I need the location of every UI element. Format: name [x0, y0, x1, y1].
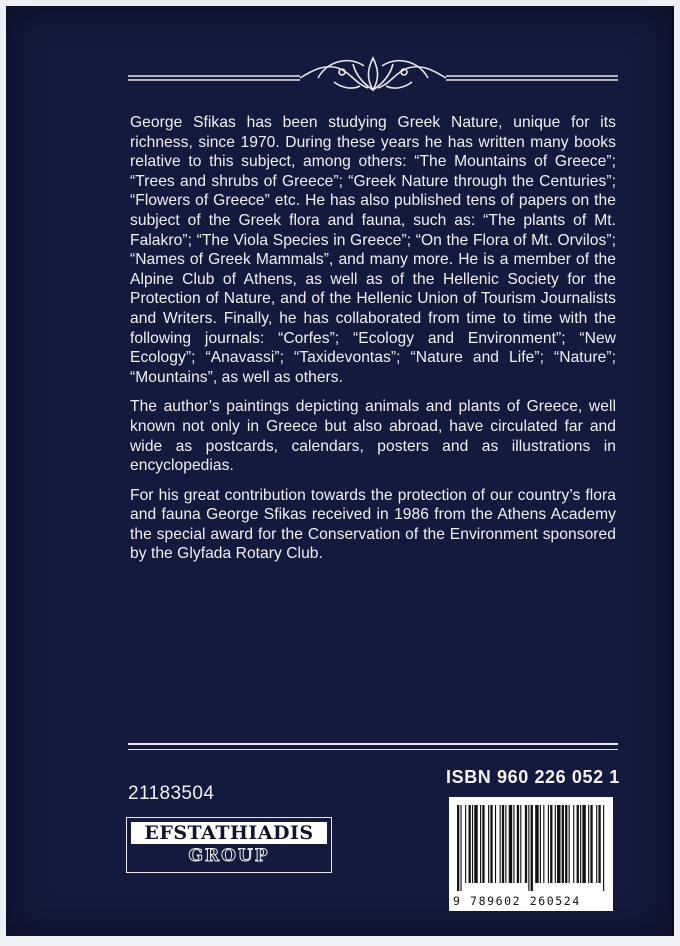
barcode-bar — [580, 805, 581, 883]
barcode-bar — [577, 805, 579, 883]
barcode-bars — [455, 805, 607, 891]
barcode — [449, 797, 613, 911]
barcode-bar — [528, 805, 529, 891]
barcode-bar — [502, 805, 504, 883]
barcode-bar — [598, 805, 600, 883]
barcode-bar — [531, 805, 533, 891]
barcode-bar — [474, 805, 477, 883]
barcode-bar — [550, 805, 552, 883]
publisher-group: GROUP — [188, 846, 270, 866]
bio-paragraph-1: George Sfikas has been studying Greek Nature, unique for its richness, since 1970. During these years he has written many books relative to this subject, among others: “The Mountains of Greece”; “Trees and shrubs of Greece”; “Greek Nature through the Centuries”; “Flowers of Greece” etc. He has also published tens of papers on the subject of the Greek flora and fauna, such as: “The plants of Mt. Falakro”; “The Viola Species in Greece”; “On the Flora of Mt. Orvilos”; “Names of Greek Mammals”, and many more. He is a member of the Alpine Club of Athens, as well as of the Hellenic Society for the Protection of Nature, and of the Hellenic Union of Tourism Journalists and Writers. Finally, he has collaborated from time to time with the following journals: “Corfes”; “Ecology and Environment”; “New Ecology”; “Anavassi”; “Taxidevontas”; “Nature and Life”; “Nature”; “Mountains”, as well as others. — [130, 114, 616, 386]
barcode-bar — [548, 805, 549, 883]
barcode-bar — [543, 805, 544, 883]
barcode-bar — [520, 805, 521, 883]
barcode-bar — [460, 805, 461, 891]
barcode-bar — [465, 805, 466, 883]
barcode-bar — [490, 805, 492, 883]
barcode-bar — [557, 805, 560, 883]
barcode-bar — [469, 805, 471, 883]
barcode-bar — [525, 805, 527, 883]
isbn-label: ISBN 960 226 052 1 — [446, 767, 620, 787]
barcode-bar — [472, 805, 473, 883]
barcode-bar — [588, 805, 589, 883]
ornament-divider — [128, 50, 618, 96]
barcode-bar — [565, 805, 567, 883]
divider-rule-top — [128, 743, 618, 745]
barcode-bar — [535, 805, 538, 883]
barcode-bar — [480, 805, 481, 883]
back-cover — [6, 6, 674, 936]
bio-paragraph-2: The author’s paintings depicting animals and plants of Greece, well known not only in Greece but also abroad, have circulated far and wide as postcards, calendars, posters and as illustrations in encyclopedias. — [130, 398, 616, 475]
bio-paragraph-3: For his great contribution towards the protection of our country’s flora and fauna George Sfikas received in 1986 from the Athens Academy the special award for the Conservation of the Environment sponsored by the Glyfada Rotary Club. — [130, 486, 616, 563]
barcode-bar — [509, 805, 512, 883]
barcode-bar — [562, 805, 564, 883]
barcode-bar — [540, 805, 541, 883]
barcode-bar — [505, 805, 506, 883]
author-biography — [130, 113, 616, 574]
barcode-bar — [513, 805, 514, 883]
barcode-bar — [555, 805, 556, 883]
barcode-bar — [495, 805, 496, 883]
barcode-bar — [573, 805, 574, 883]
barcode-bar — [482, 805, 484, 883]
barcode-bar — [517, 805, 519, 883]
barcode-digits: 9 789602 260524 — [453, 894, 581, 908]
catalog-number: 21183504 — [128, 783, 215, 804]
barcode-bar — [582, 805, 585, 883]
barcode-bar — [596, 805, 597, 883]
barcode-bar — [603, 805, 604, 891]
barcode-bar — [569, 805, 570, 883]
barcode-bar — [500, 805, 501, 883]
barcode-bar — [457, 805, 459, 891]
barcode-bar — [590, 805, 592, 883]
publisher-name: EFSTATHIADIS — [131, 822, 327, 844]
publisher-logo — [126, 817, 332, 873]
divider-rule-bottom — [128, 749, 618, 750]
barcode-bar — [488, 805, 489, 883]
